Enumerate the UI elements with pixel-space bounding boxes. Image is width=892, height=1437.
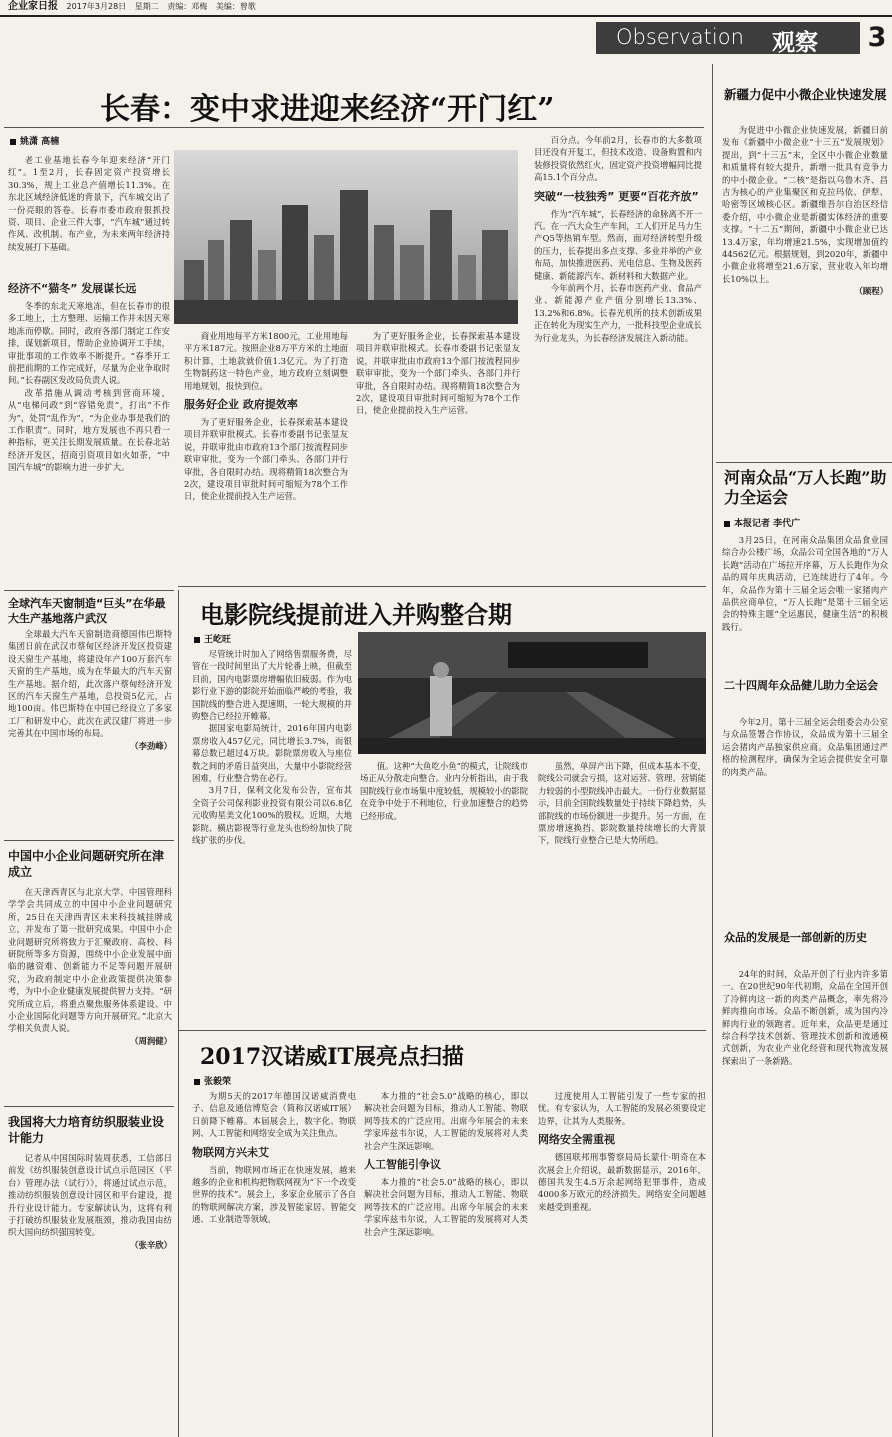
zhongpin-subhead-2: 众品的发展是一部创新的历史 <box>724 931 867 944</box>
issue-date: 2017年3月28日 <box>66 2 127 11</box>
cinema-photo <box>358 632 706 754</box>
auto-body: 全球最大汽车天窗制造商德国伟巴斯特集团日前在武汉市蔡甸区经济开发区投资建设天窗生产基地，将建设年产100万套汽车天窗的生产基地，成为在华最大的汽车天窗生产基地。据介绍，此次落户蔡甸经济开发区的汽车天窗生产基地，总投资5亿元，占地100亩。伟巴斯特在中国已经设立了多家工厂和研发中心，此次在武汉建厂将进一步完善其在中国市场的布局。 （李劲峰） <box>8 629 172 751</box>
right-rule-1 <box>716 462 892 463</box>
page-number: 3 <box>867 22 887 53</box>
lead-col4: 为了更好服务企业，长春探索基本建设项目并联审批模式。长春市委副书记张显友说，并联审批由市政府13个部门按流程同步联审审批，变为一个部门牵头、各部门并行审批，各自限时办结。现将精简18次整合为2次，建设项目审批时间可缩短为78个工作日，使企业提前投入生产运营。 <box>356 331 520 416</box>
hannover-headline: 2017汉诺威IT展亮点扫描 <box>200 1044 464 1070</box>
right-column-rule <box>712 64 713 1437</box>
hannover-col1: 为期5天的2017年德国汉诺威消费电子、信息及通信博览会（简称汉诺威IT展）日前降下帷幕。本届展会上，数字化、物联网、人工智能和网络安全成为关注焦点。 物联网方兴未艾 当前，物联网市场正在快速发展，越来越多的企业和机构把物联网视为“下一个改变世界的技术”。展会上，多家企业展示了各自的物联网解决方案，涉及智能家居、智能交通、工业制造等领域。 <box>192 1091 356 1225</box>
masthead <box>0 0 892 14</box>
top-rule <box>0 15 892 17</box>
hannover-subhead-2: 人工智能引争议 <box>364 1158 441 1172</box>
cinema-col1: 尽管统计时加入了网络售票服务费，尽管在一段时间里出了大片轮番上映，但截至目前，国内电影票房增幅依旧疲弱。作为电影行业下游的影院开始面临严峻的考验，我国院线的整合进入提速期，一轮大规模的并购整合已经拉开帷幕。 据国家电影局统计，2016年国内电影票房收入457亿元，同比增长3.7%，而银幕总数已超过4万块。影院票房收入与座位数之间的矛盾日益突出，大量中小影院经营困难，行业整合势在必行。 3月7日，保利文化发布公告，宣布其全资子公司保利影业投资有限公司以6.8亿元收购星美文化100%的股权。近期，大地影院、横店影视等行业龙头也纷纷加快了院线扩张的步伐。 <box>192 649 352 846</box>
cinema-col2: 值。这种“大鱼吃小鱼”的模式，让院线市场正从分散走向整合。业内分析指出，由于我国院线行业市场集中度较低，规模较小的影院在竞争中处于不利地位，行业加速整合的趋势已经形成。 <box>360 761 528 821</box>
hannover-byline: 张毅荣 <box>194 1074 231 1087</box>
cinema-lobby-image <box>358 632 706 754</box>
section-title-en: Observation <box>616 25 744 49</box>
hannover-top-rule <box>178 1030 706 1031</box>
auto-headline: 全球汽车天窗制造“巨头”在华最大生产基地落户武汉 <box>8 597 166 625</box>
changchun-photo <box>174 150 518 324</box>
lead-headline: 长春：变中求进迎来经济“开门红” <box>100 92 555 127</box>
weekday: 星期二 <box>134 2 159 11</box>
cinema-byline: 王屹旺 <box>194 632 231 645</box>
lead-col2: 经济不“猫冬” 发展谋长远 冬季的东北天寒地冻，但在长春市的很多工地上，土方整理、运输工作并未因天寒地冻而停歇。同时，政府各部门制定工作安排，谋划新项目，帮助企业协调开工手续，审批事项的工作效率不断提升。“春季开工前把前期的工作完成好，尽量为企业争取时间。”长春副区发改局负责人说。 改革措施从调动考核到营商环境，从“电梯问政”到“容错免责”，打出“不作为”，处罚“乱作为”，“为企业办事是我们的工作职责”。同时，地方发展也不再只看一种指标，更关注长期发展质量。在长春北站经济开发区，招商引资项目如火如荼，“中国汽车城”的影响力进一步扩大。 <box>8 282 170 473</box>
hannover-subhead-3: 网络安全需重视 <box>538 1133 615 1147</box>
zhongpin-byline: 本报记者 李代广 <box>724 516 800 529</box>
lead-subhead-2: 服务好企业 政府提效率 <box>184 398 298 412</box>
paper-name: 企业家日报 <box>8 1 58 12</box>
sme-credit: （周润健） <box>130 1035 172 1046</box>
xinjiang-credit: （顾程） <box>854 286 888 297</box>
lead-subhead-3: 突破“一枝独秀” 更要“百花齐放” <box>534 189 699 203</box>
lead-rule <box>4 127 704 128</box>
zhongpin-body-3: 24年的时间，众品开创了行业内许多第一。在20世纪90年代初期，众品在全国开创了冷鲜肉这一新的肉类产品概念，率先将冷鲜肉推向市场。众品不断创新，成为国内冷鲜肉行业的领跑者。近年来，众品更是通过综合科学技术创新、管理技术创新和流通模式创新，为农业产业化经营和现代物流发展探索出了一条新路。 <box>722 969 888 1066</box>
xinjiang-headline: 新疆力促中小微企业快速发展 <box>724 87 887 102</box>
cinema-col3: 虽然，单屏产出下降，但成本基本不变，院线公司就会亏损，这对运营、管理、营销能力较弱的小型院线冲击最大。一份行业数据显示，目前全国院线数量处于持续下降趋势，头部院线的市场份额进一步提升。另一方面，在票房增速换挡、影院数量持续增长的大背景下，院线行业整合已是大势所趋。 <box>538 761 706 846</box>
zhongpin-body-1: 3月25日，在河南众品集团众品食业园综合办公楼广场，众品公司全国各地的“万人长跑”活动在广场拉开序幕，万人长跑作为众品的周年庆典活动，已连续进行了4年。今年，众品作为第十三届全运会唯一家猪肉产品供应商单位，“万人长跑”是第十三届全运会的特殊主题“全运惠民，健康生活”的积极践行。 <box>722 535 888 632</box>
lead-byline: 姚潇 高楠 <box>10 134 59 147</box>
lead-col3: 商业用地每平方米1800元，工业用地每平方米187元。按照企业8万平方米的土地面积计算，土地款就价值1.3亿元。为了打造生物制药这一特色产业，地方政府立刻调整用地规划，报快到位。 服务好企业 政府提效率 为了更好服务企业，长春探索基本建设项目并联审批模式。长春市委副书记张显友说，并联审批由市政府13个部门按流程同步联审审批，变为一个部门牵头、各部门并行审批，各自限时办结。现将精简18次整合为2次，建设项目审批时间可缩短为78个工作日，使企业提前投入生产运营。 <box>184 331 348 502</box>
editor: 责编：邓梅 <box>167 2 208 11</box>
zhongpin-subhead-1: 二十四周年众品健儿助力全运会 <box>724 679 878 692</box>
xinjiang-body: 为促进中小微企业快速发展，新疆日前发布《新疆中小微企业“十三五”发展规划》提出，到“十三五”末，全区中小微企业数量和质量将有较大提升，新增一批具有竞争力的中小微企业。“二核”是指以乌鲁木齐、昌吉为核心的产业集聚区和克拉玛依、伊犁、哈密等区域核心区。新疆维吾尔自治区经信委介绍，中小微企业是新疆实体经济的重要支撑。“十二五”期间，新疆中小微企业已达13.4万家，年均增速21.5%，实现增加值约44562亿元。根据规划，到2020年，新疆中小微企业将增至21.6万家，营业收入年均增长10%以上。 （顾程） <box>722 125 888 297</box>
zhongpin-body-2: 今年2月，第十三届全运会组委会办公室与众品签署合作协议，众品成为第十三届全运会猪肉产品独家供应商。众品集团通过严格的检测程序，确保为全运会提供安全可靠的肉类产品。 <box>722 717 888 777</box>
hannover-col2: 本力推的“社会5.0”战略的核心，即以解决社会问题为目标，推动人工智能、物联网等技术的广泛应用。出席今年展会的未来学家库兹韦尔说，人工智能的发展将对人类社会产生深远影响。 人工智能引争议 本力推的“社会5.0”战略的核心，即以解决社会问题为目标，推动人工智能、物联网等技术的广泛应用。出席今年展会的未来学家库兹韦尔说，人工智能的发展将对人类社会产生深远影响。 <box>364 1091 528 1237</box>
sme-body: 在天津西青区与北京大学、中国管理科学学会共同成立的中国中小企业问题研究所，25日在天津西青区未来科技城挂牌成立，并发布了第一批研究成果。中国中小企业问题研究所将致力于汇聚政府、高校、科研院所等多方资源，围绕中小企业发展中面临的融资难、创新能力不足等问题开展研究，为政府制定中小企业政策提供决策参考，为中小企业健康发展提供智力支持。“研究所成立后，将重点聚焦服务体系建设、中小企业国际化问题等方向开展研究。”北京大学相关负责人说。 （周润健） <box>8 887 172 1046</box>
left-rule-3 <box>4 1106 174 1107</box>
left-column-rule <box>178 590 179 1437</box>
hannover-subhead-1: 物联网方兴未艾 <box>192 1145 269 1159</box>
lead-col1: 老工业基地长春今年迎来经济“开门红”。1至2月，长春固定资产投资增长30.3%，规上工业总产值增长11.3%。在东北区域经济低迷的背景下，汽车城交出了一份亮眼的答卷。长春市委市政府狠抓投资、项目、企业三件大事，“汽车城”通过转作风、改机制、布产业，为未来两年经济持续发展打下基础。 <box>8 155 170 252</box>
designer: 美编：曾歌 <box>215 2 256 11</box>
city-skyline-image <box>174 150 518 324</box>
cinema-headline: 电影院线提前进入并购整合期 <box>200 600 512 629</box>
section-banner <box>596 22 860 54</box>
textile-headline: 我国将大力培育纺织服装业设计能力 <box>8 1115 165 1145</box>
section-title-cn: 观察 <box>772 30 818 56</box>
lead-subhead-1: 经济不“猫冬” 发展谋长远 <box>8 282 137 295</box>
textile-credit: （张辛欣） <box>130 1239 172 1250</box>
left-rule-1 <box>4 590 174 591</box>
zhongpin-headline: 河南众品“万人长跑”助力全运会 <box>724 468 887 507</box>
textile-body: 记者从中国国际时装周获悉，工信部日前发《纺织服装创意设计试点示范园区（平台）管理办法（试行）》，将通过试点示范，推动纺织服装创意设计园区和平台建设，提升行业设计能力。专家解读认为，这将有利于打破纺织服装业发展瓶颈，推动我国由纺织大国向纺织强国转变。 （张辛欣） <box>8 1153 172 1250</box>
auto-credit: （李劲峰） <box>130 740 172 751</box>
cinema-top-rule <box>178 586 706 587</box>
hannover-col3: 过度使用人工智能引发了一些专家的担忧。有专家认为，人工智能的发展必须要设定边界，让其为人类服务。 网络安全需重视 德国联邦刑事警察局局长蒙什·明奇在本次展会上介绍说，最新数据显示，2016年，德国共发生4.5万余起网络犯罪事件，造成4000多万欧元的经济损失。网络安全问题越来越受到重视。 <box>538 1091 706 1212</box>
lead-col5: 百分点。今年前2月，长春市的大多数项目还没有开复工，但技术改造、设备购置和内装修投资依然红火，固定资产投资增幅同比提高15.1个百分点。 突破“一枝独秀” 更要“百花齐放” 作为“汽车城”，长春经济的命脉离不开一汽。在一汽大众生产车间，工人们开足马力生产Q5等热销车型。然而，面对经济转型升级的压力，长春提出多点支撑、多业并举的产业布局，加快推进医药、光电信息、生物及医药健康、新能源汽车、新材料和大数据产业。 今年前两个月，长春市医药产业、食品产业、新能源产业产值分别增长13.3%、13.2%和6.8%。长春光机所的技术创新成果正在转化为现实生产力，一批科技型企业成长为行业龙头，为长春经济发展注入新动能。 <box>534 135 702 343</box>
sme-headline: 中国中小企业问题研究所在津成立 <box>8 849 165 879</box>
left-rule-2 <box>4 840 174 841</box>
